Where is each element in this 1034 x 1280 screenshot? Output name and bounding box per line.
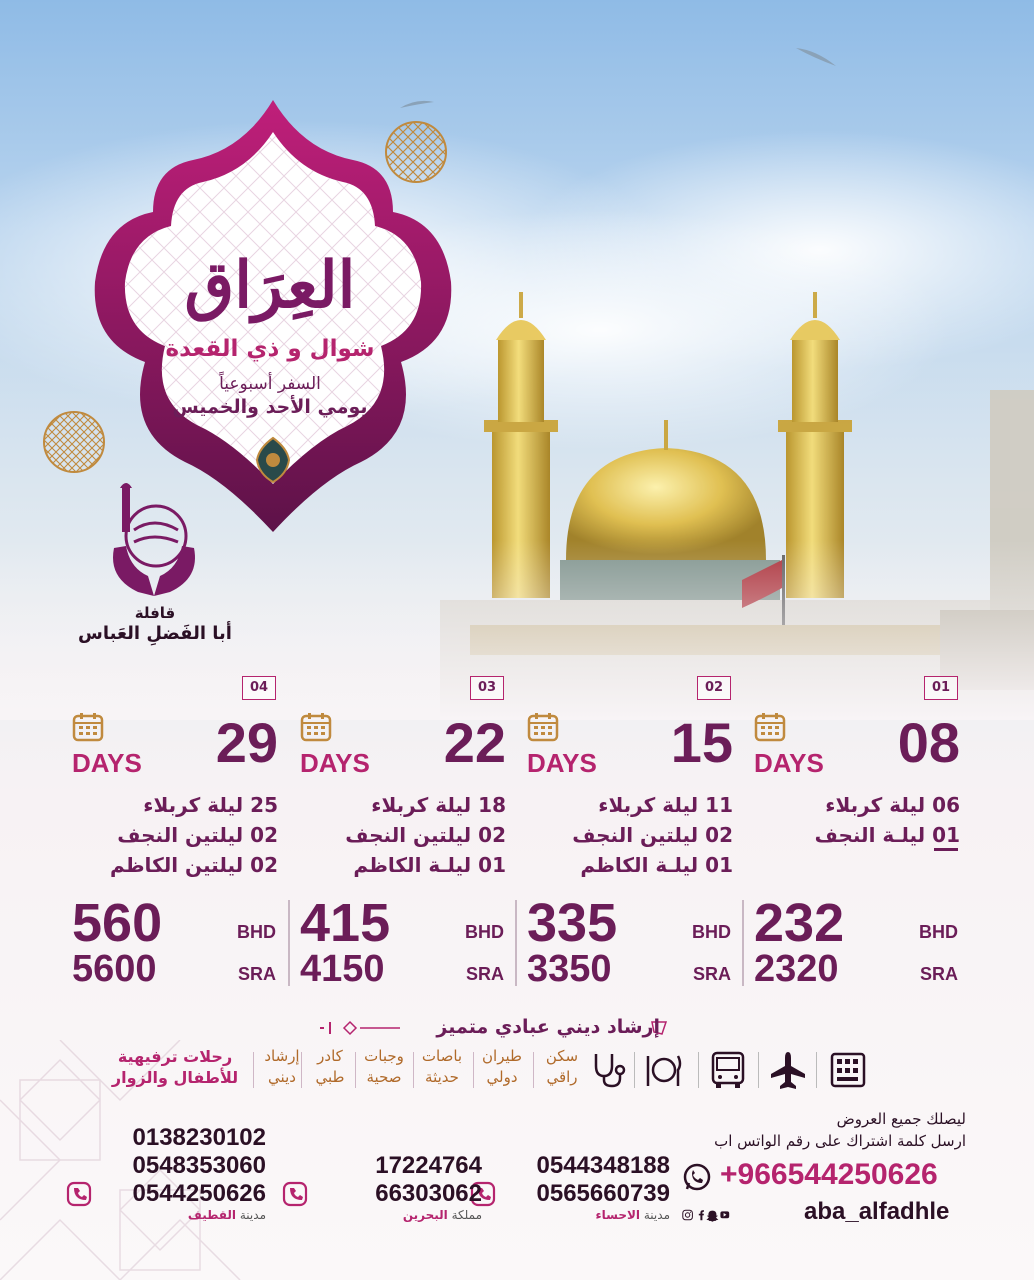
whatsapp-icon[interactable]	[682, 1162, 712, 1192]
feature-divider	[758, 1052, 759, 1088]
package-number: 01	[924, 676, 958, 700]
nights-count: 02	[478, 823, 506, 847]
phone-number[interactable]: 0544250626	[132, 1180, 266, 1207]
phone-number[interactable]: 0544348188	[536, 1152, 670, 1179]
itinerary-item	[68, 820, 278, 850]
social-handle[interactable]: aba_alfadhle	[804, 1198, 950, 1225]
phone-icon	[282, 1181, 308, 1207]
feature-label-line1: باصات	[421, 1047, 463, 1065]
price-bhd-value: 232	[754, 893, 845, 953]
calendar-icon	[300, 712, 332, 742]
feature-divider	[533, 1052, 534, 1088]
feature-label-line1: طيران	[482, 1047, 522, 1065]
package-card	[60, 676, 290, 992]
currency-sra: SRA	[465, 964, 504, 984]
caravan-logo-icon	[104, 478, 204, 598]
feature-label-line1: سكن	[545, 1047, 579, 1065]
itinerary-item	[750, 790, 960, 820]
itinerary-item	[296, 790, 506, 820]
city-contact	[282, 1152, 482, 1222]
nights-city: ليلتين النجف	[117, 823, 244, 847]
nights-city: ليلـة النجف	[814, 823, 926, 847]
nights-count: 02	[250, 853, 278, 877]
days-count: 15	[670, 711, 733, 774]
instagram-icon	[683, 1210, 693, 1220]
feature-label-line2: حديثة	[425, 1068, 459, 1086]
travel-days-text: يومي الأحد والخميس	[172, 396, 368, 418]
feature-label-line1: كادر	[317, 1047, 343, 1065]
calendar-icon	[527, 712, 559, 742]
currency-bhd: BHD	[919, 922, 958, 942]
entertainment-trips-label	[100, 1046, 250, 1088]
phone-number[interactable]: 0565660739	[536, 1180, 670, 1207]
feature-label	[476, 1046, 528, 1088]
empty-line-dash	[934, 848, 958, 851]
brand-name-line1: قافلة	[134, 604, 176, 622]
price-sra-value: 4150	[300, 948, 385, 990]
feature-divider	[253, 1052, 254, 1088]
itinerary-item	[68, 850, 278, 880]
city-prefix: مملكة	[451, 1208, 482, 1222]
package-divider	[288, 900, 290, 986]
snapchat-icon	[706, 1211, 718, 1222]
feature-divider	[473, 1052, 474, 1088]
plane-icon	[768, 1050, 808, 1090]
nights-city: ليلتين النجف	[572, 823, 699, 847]
package-divider	[742, 900, 744, 986]
feature-label	[536, 1046, 588, 1088]
package-card	[288, 676, 518, 992]
price-sra-value: 5600	[72, 948, 157, 990]
nights-count: 01	[478, 853, 506, 877]
price-bhd-value: 560	[72, 893, 163, 953]
fun-line2: للأطفال والزوار	[111, 1068, 239, 1087]
feature-label-line2: طبي	[315, 1068, 345, 1086]
nights-city: ليلتين الكاظم	[110, 853, 244, 877]
brand-name-line2: أبا الفَضلِ العَباس	[78, 623, 232, 644]
itinerary-item	[523, 790, 733, 820]
itinerary-list	[68, 790, 278, 880]
days-label: DAYS	[527, 748, 597, 778]
offers-text: ليصلك جميع العروض	[836, 1110, 966, 1128]
itinerary-item	[750, 820, 960, 850]
calendar-icon	[72, 712, 104, 742]
currency-sra: SRA	[237, 964, 276, 984]
city-name	[282, 1208, 482, 1222]
nights-city: ليلـة الكاظم	[580, 853, 699, 877]
currency-bhd: BHD	[237, 922, 276, 942]
nights-count: 02	[250, 823, 278, 847]
package-card	[515, 676, 745, 992]
city-title: الاحساء	[595, 1208, 641, 1222]
whatsapp-number[interactable]: +966544250626	[720, 1158, 938, 1191]
social-icons	[682, 1200, 802, 1230]
feature-label-line2: دولي	[486, 1068, 518, 1086]
feature-label-line1: إرشاد	[264, 1047, 300, 1065]
nights-city: ليلة كربلاء	[143, 793, 244, 817]
days-label: DAYS	[72, 748, 142, 778]
price-bhd-value: 415	[300, 893, 391, 953]
feature-label	[416, 1046, 468, 1088]
feature-divider	[634, 1052, 635, 1088]
feature-label-line2: ديني	[268, 1068, 296, 1086]
fun-line1: رحلات ترفيهية	[117, 1047, 233, 1066]
itinerary-list	[296, 790, 506, 880]
feature-divider	[413, 1052, 414, 1088]
nights-city: ليلة كربلاء	[598, 793, 699, 817]
itinerary-item	[523, 850, 733, 880]
days-count: 29	[215, 711, 278, 774]
feature-divider	[816, 1052, 817, 1088]
currency-sra: SRA	[919, 964, 958, 984]
stethoscope-icon	[590, 1050, 630, 1090]
religious-guidance-label: إرشاد ديني عبادي متميز	[436, 1016, 660, 1038]
nights-city: ليلـة الكاظم	[353, 853, 472, 877]
city-contact	[470, 1152, 670, 1222]
youtube-icon	[720, 1211, 729, 1218]
nights-count: 11	[705, 793, 733, 817]
city-title: البحرين	[402, 1208, 448, 1222]
season-subtitle: شوال و ذي القعدة	[165, 336, 375, 362]
facebook-icon	[699, 1210, 704, 1220]
package-number: 04	[242, 676, 276, 700]
city-name	[470, 1208, 670, 1222]
feature-label	[256, 1046, 308, 1088]
package-card	[742, 676, 972, 992]
feature-label	[358, 1046, 410, 1088]
nights-city: ليلة كربلاء	[371, 793, 472, 817]
itinerary-item	[523, 820, 733, 850]
city-name	[66, 1208, 266, 1222]
itinerary-item	[296, 850, 506, 880]
price-sra-value: 3350	[527, 948, 612, 990]
hotel-icon	[828, 1050, 868, 1090]
phone-number[interactable]: 17224764	[375, 1152, 482, 1179]
days-label: DAYS	[754, 748, 824, 778]
calendar-icon	[754, 712, 786, 742]
subscribe-instructions: ارسل كلمة اشتراك على رقم الواتس اب	[714, 1132, 966, 1150]
bus-icon	[708, 1050, 748, 1090]
itinerary-item	[68, 790, 278, 820]
destination-title: العِرَاق	[184, 248, 356, 323]
weekly-travel-text: السفر أسبوعياً	[219, 374, 321, 394]
nights-count: 02	[705, 823, 733, 847]
package-divider	[515, 900, 517, 986]
city-prefix: مدينة	[643, 1208, 670, 1222]
itinerary-list	[750, 790, 960, 850]
price-bhd-value: 335	[527, 893, 618, 953]
nights-city: ليلتين النجف	[345, 823, 472, 847]
city-contact	[66, 1124, 266, 1222]
gold-ornament-icon	[40, 408, 108, 476]
feature-label-line2: راقي	[546, 1068, 578, 1086]
phone-number[interactable]: 66303062	[375, 1180, 482, 1207]
days-count: 22	[443, 711, 506, 774]
currency-bhd: BHD	[465, 922, 504, 942]
city-title: القطيف	[187, 1208, 237, 1222]
nights-count: 01	[932, 823, 960, 847]
itinerary-list	[523, 790, 733, 880]
days-count: 08	[897, 711, 960, 774]
gold-ornament-icon	[386, 122, 446, 182]
currency-bhd: BHD	[692, 922, 731, 942]
phone-number[interactable]: 0548353060	[132, 1152, 266, 1179]
phone-number[interactable]: 0138230102	[132, 1124, 266, 1151]
nights-count: 01	[705, 853, 733, 877]
currency-sra: SRA	[692, 964, 731, 984]
feature-label-line1: وجبات	[364, 1047, 404, 1065]
price-sra-value: 2320	[754, 948, 839, 990]
feature-label	[304, 1046, 356, 1088]
nights-count: 18	[478, 793, 506, 817]
days-label: DAYS	[300, 748, 370, 778]
package-number: 03	[470, 676, 504, 700]
meal-icon	[644, 1050, 684, 1090]
feature-divider	[698, 1052, 699, 1088]
itinerary-item	[296, 820, 506, 850]
package-number: 02	[697, 676, 731, 700]
city-prefix: مدينة	[239, 1208, 266, 1222]
nights-count: 06	[932, 793, 960, 817]
phone-icon	[66, 1181, 92, 1207]
feature-label-line2: صحية	[366, 1068, 402, 1086]
nights-city: ليلة كربلاء	[825, 793, 926, 817]
nights-count: 25	[250, 793, 278, 817]
